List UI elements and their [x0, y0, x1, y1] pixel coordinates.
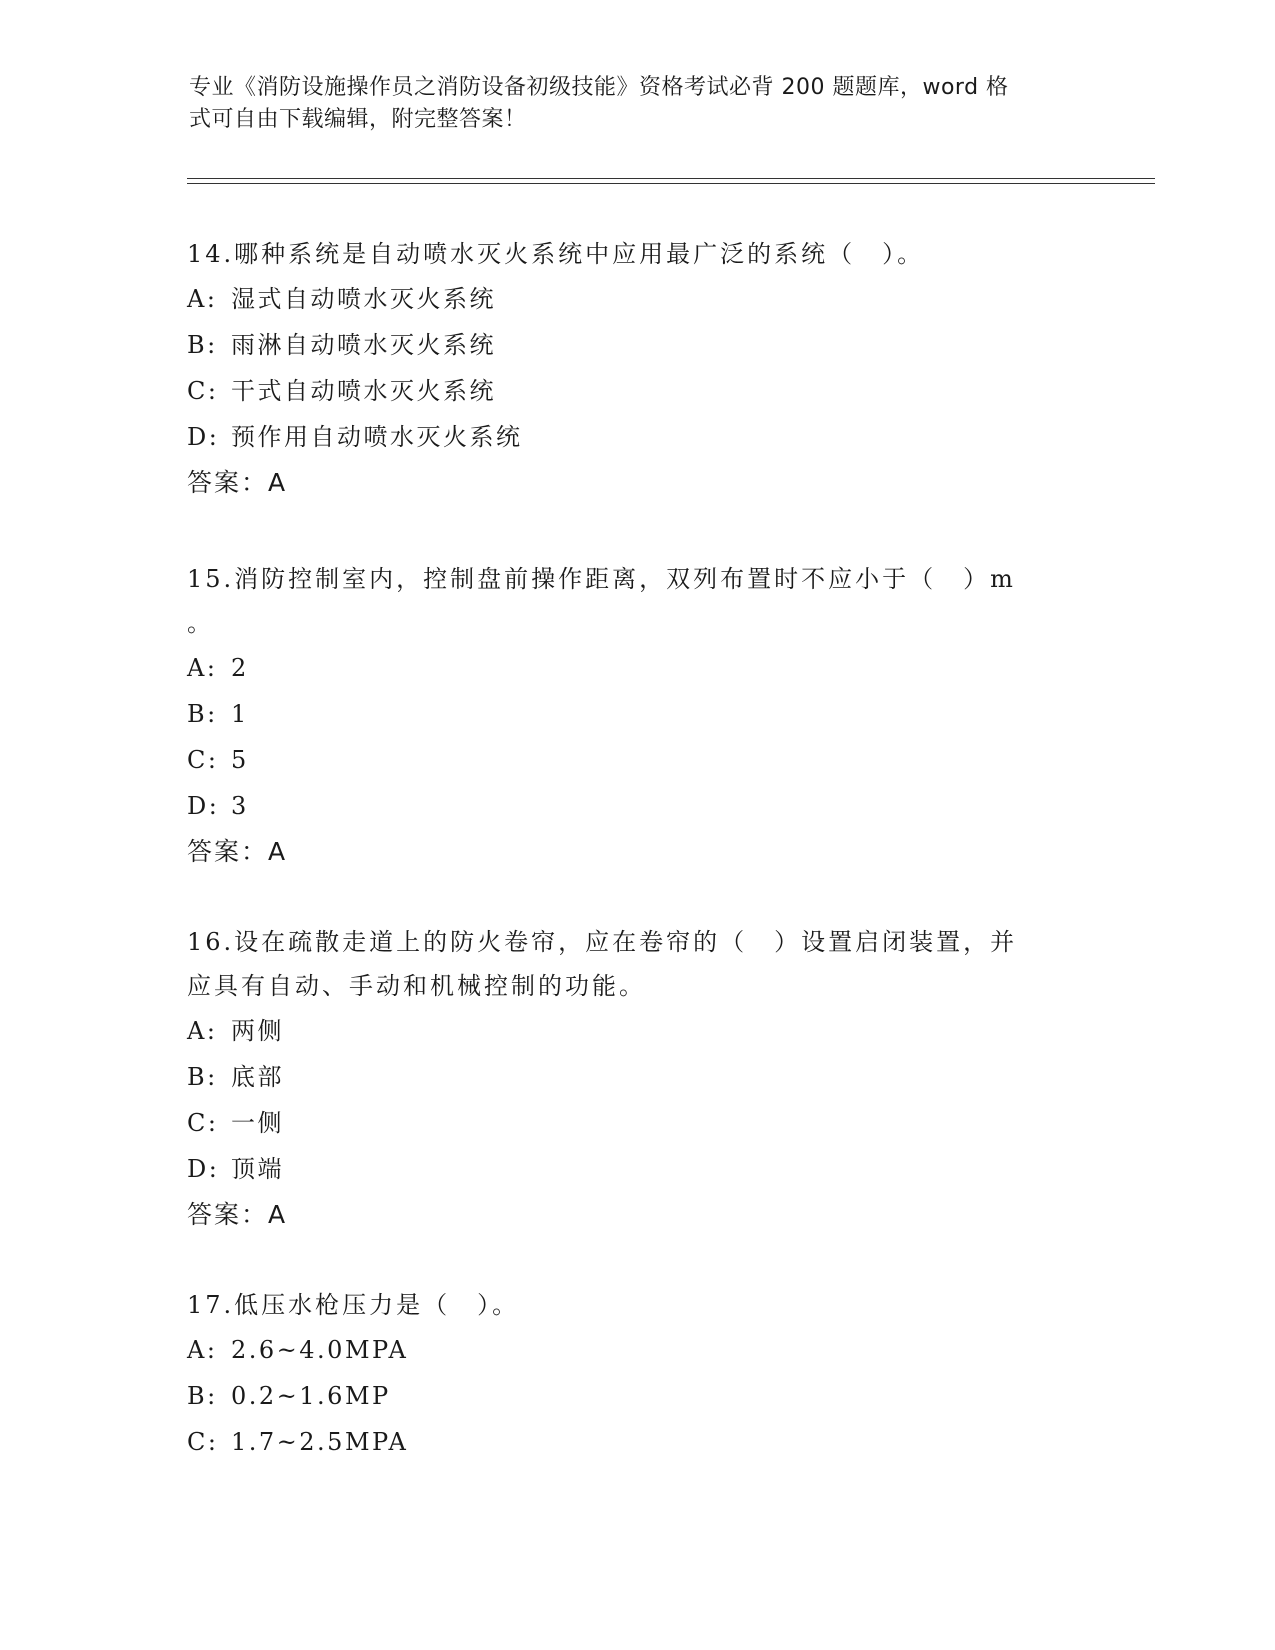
- option-d: [187, 414, 1087, 460]
- option-key: D:: [187, 792, 220, 820]
- option-key: A:: [187, 654, 218, 682]
- option-key: C:: [187, 1428, 219, 1456]
- question-14: [187, 232, 1087, 506]
- option-key: A:: [187, 1336, 218, 1364]
- option-key: A:: [187, 1017, 218, 1045]
- option-b: [187, 322, 1087, 368]
- option-b: [187, 691, 1087, 737]
- option-text: 1: [231, 700, 249, 728]
- option-text: 顶端: [231, 1155, 284, 1183]
- option-a: [187, 645, 1087, 691]
- question-15: [187, 557, 1087, 875]
- option-text: 5: [231, 746, 249, 774]
- option-b: [187, 1054, 1087, 1100]
- header-line-1: 专业《消防设施操作员之消防设备初级技能》资格考试必背 200 题题库，word 格: [189, 75, 1009, 100]
- option-a: [187, 1008, 1087, 1054]
- option-key: D:: [187, 1155, 220, 1183]
- option-text: 3: [231, 792, 249, 820]
- option-text: 2.6~4.0MPA: [231, 1336, 409, 1364]
- question-stem-continued: 。: [187, 609, 214, 637]
- answer-value: A: [268, 468, 288, 497]
- option-c: [187, 1100, 1087, 1146]
- option-a: [187, 1327, 1087, 1373]
- option-key: B:: [187, 331, 218, 359]
- option-text: 1.7~2.5MPA: [231, 1428, 409, 1456]
- option-key: D:: [187, 423, 220, 451]
- answer-label: 答案：: [187, 837, 269, 866]
- option-key: C:: [187, 746, 219, 774]
- option-text: 一侧: [231, 1109, 284, 1137]
- question-stem: 15.消防控制室内，控制盘前操作距离，双列布置时不应小于（ ）m: [187, 565, 1016, 593]
- option-key: A:: [187, 285, 218, 313]
- option-c: [187, 737, 1087, 783]
- question-stem: 17.低压水枪压力是（ ）。: [187, 1291, 520, 1319]
- header-line-2: 式可自由下载编辑，附完整答案！: [189, 107, 527, 132]
- answer-line: [187, 460, 1087, 506]
- answer-line: [187, 829, 1087, 875]
- document-header: [189, 72, 1079, 136]
- option-d: [187, 1146, 1087, 1192]
- option-b: [187, 1373, 1087, 1419]
- answer-value: A: [268, 1200, 288, 1229]
- option-key: C:: [187, 377, 219, 405]
- option-c: [187, 1419, 1087, 1465]
- question-stem-continued: 应具有自动、手动和机械控制的功能。: [187, 972, 646, 1000]
- answer-label: 答案：: [187, 468, 269, 497]
- question-stem: 14.哪种系统是自动喷水灭火系统中应用最广泛的系统（ ）。: [187, 240, 925, 268]
- option-key: C:: [187, 1109, 219, 1137]
- option-text: 干式自动喷水灭火系统: [231, 377, 496, 405]
- option-key: B:: [187, 1382, 218, 1410]
- option-a: [187, 276, 1087, 322]
- question-16: [187, 920, 1087, 1238]
- option-text: 雨淋自动喷水灭火系统: [231, 331, 496, 359]
- option-text: 底部: [231, 1063, 284, 1091]
- answer-label: 答案：: [187, 1200, 269, 1229]
- question-stem: 16.设在疏散走道上的防火卷帘，应在卷帘的（ ）设置启闭装置，并: [187, 928, 1018, 956]
- option-key: B:: [187, 1063, 218, 1091]
- option-d: [187, 783, 1087, 829]
- answer-value: A: [268, 837, 288, 866]
- option-key: B:: [187, 700, 218, 728]
- option-text: 预作用自动喷水灭火系统: [231, 423, 523, 451]
- answer-line: [187, 1192, 1087, 1238]
- option-text: 湿式自动喷水灭火系统: [231, 285, 496, 313]
- header-divider-top: [187, 178, 1155, 179]
- header-divider-bottom: [187, 183, 1155, 184]
- question-17: [187, 1283, 1087, 1465]
- option-text: 两侧: [231, 1017, 284, 1045]
- option-text: 0.2~1.6MP: [231, 1382, 391, 1410]
- option-text: 2: [231, 654, 249, 682]
- option-c: [187, 368, 1087, 414]
